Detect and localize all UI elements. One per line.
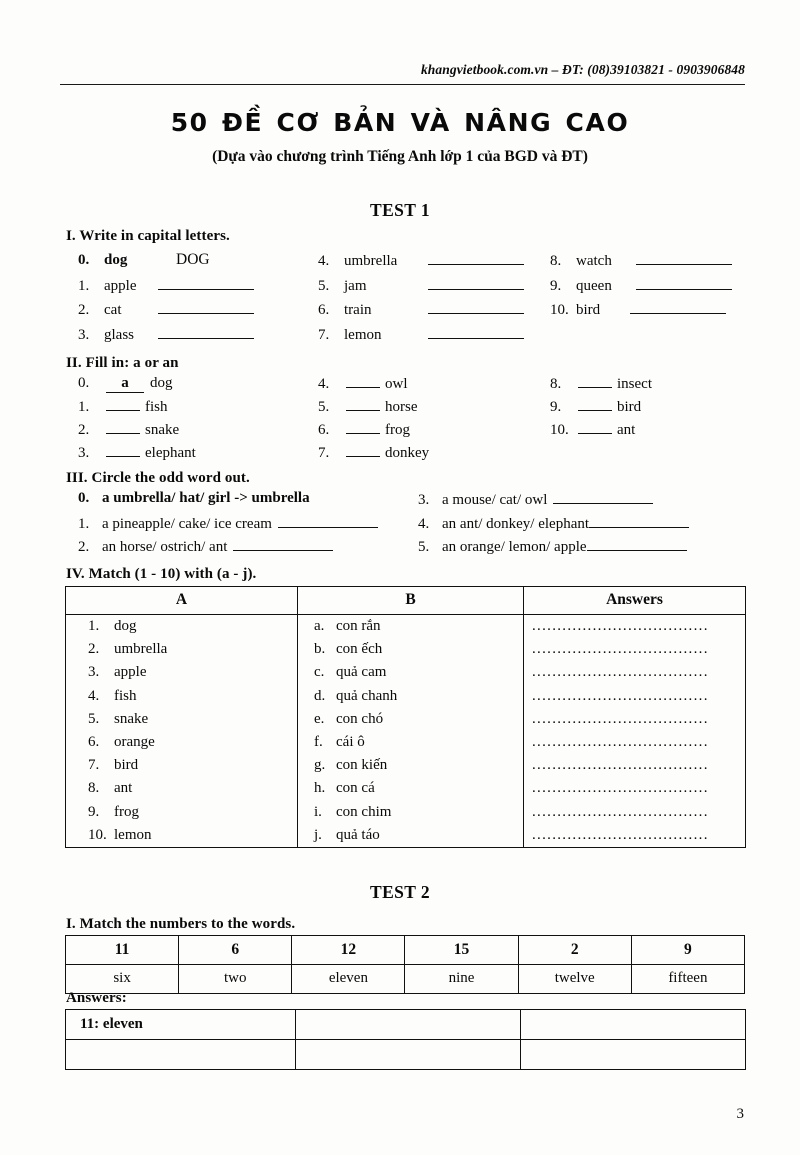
exercise-item [78,301,318,320]
item-text: fish [114,687,137,704]
answer-blank[interactable] [553,490,653,504]
exercise-item [78,490,418,509]
article-blank[interactable] [346,398,380,411]
list-item [298,708,523,731]
answer-line[interactable]: ................................... [532,780,709,797]
empty-cell [550,325,778,344]
exercise-item [318,398,550,416]
item-word: watch [576,252,612,269]
item-number: 8. [550,376,562,392]
running-header: khangvietbook.com.vn – ĐT: (08)39103821 - 0903906848 [420,62,745,77]
answer-blank[interactable] [636,276,732,290]
list-item [298,638,523,661]
answer-line[interactable]: ................................... [532,757,709,774]
item-number: 1. [78,277,90,294]
exercise-item [78,421,318,439]
answer-line[interactable]: ................................... [532,618,709,634]
answer-cell[interactable]: 11: eleven [66,1010,296,1040]
list-item [298,801,523,824]
word-cell: eleven [292,965,405,994]
item-text: bird [114,757,139,774]
item-number: 7. [318,445,330,461]
item-number: 2. [78,302,90,319]
item-number: 3. [78,327,90,343]
page-title: 50 ĐỀ CƠ BẢN VÀ NÂNG CAO [170,108,630,137]
list-item [298,661,523,684]
item-marker: b. [314,641,326,658]
answer-blank[interactable] [158,276,254,290]
word-cell: fifteen [631,965,744,994]
column-header-a: A [66,587,298,615]
item-word: donkey [385,445,430,461]
exercise-item [550,301,778,320]
section-2-title: II. Fill in: a or an [66,355,179,371]
item-word: bird [576,302,601,319]
item-number: 3. [78,445,90,461]
column-b-cell [298,615,524,848]
item-number: 4. [318,252,330,269]
item-text: apple [114,664,147,681]
item-text: quả chanh [336,687,398,704]
answer-blank[interactable] [233,538,333,552]
item-number: 5. [318,399,330,415]
answer-line[interactable]: ................................... [532,641,709,658]
test-2-heading: TEST 2 [370,882,430,902]
exercise-item [418,490,778,509]
item-text: dog [114,618,137,634]
answer-blank[interactable] [428,301,524,315]
section-1-title: I. Write in capital letters. [66,228,230,244]
item-marker: 6. [88,734,100,751]
item-marker: e. [314,710,325,727]
item-number: 2. [78,539,90,556]
exercise-item [550,421,778,439]
column-a-cell [66,615,298,848]
item-text: con rắn [336,618,381,634]
exercise-item [318,276,550,295]
item-marker: 10. [88,826,107,843]
test-1-heading: TEST 1 [370,200,430,220]
number-cell: 11 [66,936,179,965]
item-text: umbrella [114,641,168,658]
answer-blank[interactable] [158,325,254,339]
item-number: 9. [550,399,562,415]
item-text: snake [114,710,149,727]
answer-blank[interactable] [636,251,732,265]
exercise-item [318,444,550,462]
item-marker: j. [314,826,322,843]
exercise-item [78,251,318,270]
list-item [66,777,297,800]
list-item [298,731,523,754]
item-word: jam [344,277,367,294]
answer-line[interactable]: ................................... [532,826,709,843]
item-number: 6. [318,302,330,319]
item-number: 0. [78,375,90,391]
table-row-words [66,965,745,994]
list-item [66,661,297,684]
item-choices: a mouse/ cat/ owl [442,491,548,508]
number-cell: 15 [405,936,518,965]
article-blank[interactable] [578,398,612,411]
section-3-title: III. Circle the odd word out. [66,470,250,486]
answer-line[interactable]: ................................... [532,664,709,681]
list-item [66,615,297,638]
item-word: cat [104,302,122,319]
item-number: 0. [78,490,90,506]
list-item [298,824,523,847]
exercise-item [78,398,318,416]
item-marker: d. [314,687,326,704]
article-blank[interactable] [578,421,612,434]
list-item [66,685,297,708]
item-text: con kiến [336,757,388,774]
item-word: bird [617,399,642,415]
answer-line[interactable]: ................................... [532,803,709,820]
answers-list [524,615,745,847]
item-text: frog [114,803,139,820]
page-subtitle: (Dựa vào chương trình Tiếng Anh lớp 1 của BGD và ĐT) [212,148,588,165]
item-number: 4. [318,376,330,392]
item-marker: f. [314,734,323,751]
exercise-item [318,325,550,344]
item-number: 10. [550,422,569,438]
answer-cell[interactable] [521,1040,746,1070]
list-item [66,754,297,777]
item-word: ant [617,422,636,438]
column-header-answers: Answers [524,587,746,615]
word-cell: six [66,965,179,994]
item-number: 3. [418,491,430,508]
item-text: con chó [336,710,384,727]
exercise-item [550,276,778,295]
answer-cell[interactable] [521,1010,746,1040]
item-choices: a umbrella/ hat/ girl -> umbrella [102,490,310,506]
item-word: glass [104,327,134,343]
item-word: dog [150,375,173,391]
table-header-row [66,587,746,615]
article-blank[interactable]: a [106,376,144,393]
item-word: insect [617,376,652,392]
item-number: 4. [418,515,430,532]
exercise-item [550,375,778,393]
item-number: 2. [78,422,90,438]
item-word: train [344,302,372,319]
item-marker: 7. [88,757,100,774]
item-number: 1. [78,399,90,415]
item-number: 6. [318,422,330,438]
test2-answers-table [65,1009,746,1070]
table-row [66,1010,746,1040]
table-row [66,615,746,848]
item-word: owl [385,376,408,392]
item-choices: an orange/ lemon/ apple [442,539,587,556]
list-item [66,638,297,661]
item-marker: a. [314,618,325,634]
article-blank[interactable] [106,444,140,457]
item-marker: c. [314,664,325,681]
exercise-item [318,421,550,439]
article-blank[interactable] [106,398,140,411]
exercise-item [78,276,318,295]
exercise-item [318,301,550,320]
section-1-items [78,251,778,344]
answer-blank[interactable] [428,325,524,339]
answer-line[interactable]: ................................... [532,710,709,727]
exercise-item [78,375,318,393]
word-cell: two [179,965,292,994]
item-marker: i. [314,803,322,820]
item-word: elephant [145,445,196,461]
list-item [298,754,523,777]
answer-blank[interactable] [630,301,726,315]
article-blank[interactable] [106,421,140,434]
item-text: orange [114,734,155,751]
exercise-item [78,325,318,344]
list-item [298,685,523,708]
item-choices: a pineapple/ cake/ ice cream [102,515,272,532]
item-marker: 3. [88,664,100,681]
item-word: frog [385,422,410,438]
item-text: con cá [336,780,375,797]
page-number: 3 [736,1106,744,1122]
table-row [66,1040,746,1070]
item-text: quả táo [336,826,380,843]
item-text: con chim [336,803,392,820]
answer-cell[interactable] [296,1010,521,1040]
item-number: 5. [318,277,330,294]
exercise-item [318,251,550,270]
header-divider-rule [60,84,745,85]
item-text: quả cam [336,664,387,681]
list-item [66,824,297,847]
word-cell: nine [405,965,518,994]
answer-blank[interactable] [587,538,687,552]
item-marker: 1. [88,618,100,634]
answers-column-cell [524,615,746,848]
answer-line[interactable]: ................................... [532,687,709,704]
exercise-item [550,251,778,270]
item-word: queen [576,277,612,294]
answer-blank[interactable] [428,251,524,265]
item-marker: 9. [88,803,100,820]
item-number: 8. [550,252,562,269]
exercise-item [78,538,418,557]
item-marker: 2. [88,641,100,658]
item-word: umbrella [344,252,398,269]
list-item [298,777,523,800]
item-text: con ếch [336,641,383,658]
number-match-table [65,935,745,994]
answer-blank[interactable] [589,514,689,528]
exercise-item [318,375,550,393]
number-cell: 2 [518,936,631,965]
item-word: apple [104,277,137,294]
article-blank[interactable] [346,375,380,388]
article-blank[interactable] [578,375,612,388]
item-text: lemon [114,826,152,843]
list-item [66,731,297,754]
answer-blank[interactable] [278,514,378,528]
item-word: lemon [344,327,382,343]
number-cell: 12 [292,936,405,965]
match-table [65,586,746,848]
item-number: 10. [550,302,569,319]
item-word: snake [145,422,180,438]
item-choices: an ant/ donkey/ elephant [442,515,590,532]
column-b-list [298,615,523,847]
section-2-items [78,375,778,462]
item-marker: 5. [88,710,100,727]
word-cell: twelve [518,965,631,994]
item-marker: 8. [88,780,100,797]
item-marker: g. [314,757,326,774]
exercise-item [550,398,778,416]
answer-line[interactable]: ................................... [532,734,709,751]
column-header-b: B [298,587,524,615]
item-number: 9. [550,277,562,294]
item-text: cái ô [336,734,365,751]
answer-cell[interactable] [296,1040,521,1070]
exercise-item [78,514,418,533]
table-row-numbers [66,936,745,965]
item-word: horse [385,399,418,415]
item-number: 0. [78,252,90,268]
item-number: 1. [78,515,90,532]
number-cell: 9 [631,936,744,965]
list-item [298,615,523,638]
answer-cell[interactable] [66,1040,296,1070]
item-marker: 4. [88,687,100,704]
item-text: ant [114,780,133,797]
exercise-item [418,514,778,533]
list-item [66,708,297,731]
item-word: dog [104,252,128,268]
answer-blank[interactable] [428,276,524,290]
column-a-list [66,615,297,847]
article-blank[interactable] [346,444,380,457]
number-cell: 6 [179,936,292,965]
article-blank[interactable] [346,421,380,434]
item-marker: h. [314,780,326,797]
list-item [66,801,297,824]
item-number: 7. [318,327,330,343]
exercise-item [418,538,778,557]
answers-label: Answers: [66,990,127,1006]
exercise-item [78,444,318,462]
section-4-title: IV. Match (1 - 10) with (a - j). [66,566,257,582]
section-3-items [78,490,778,556]
item-answer: DOG [176,251,210,268]
answer-blank[interactable] [158,301,254,315]
test2-section-1-title: I. Match the numbers to the words. [66,916,296,932]
item-word: fish [145,399,168,415]
item-number: 5. [418,539,430,556]
item-choices: an horse/ ostrich/ ant [102,539,228,556]
empty-cell [550,444,778,462]
